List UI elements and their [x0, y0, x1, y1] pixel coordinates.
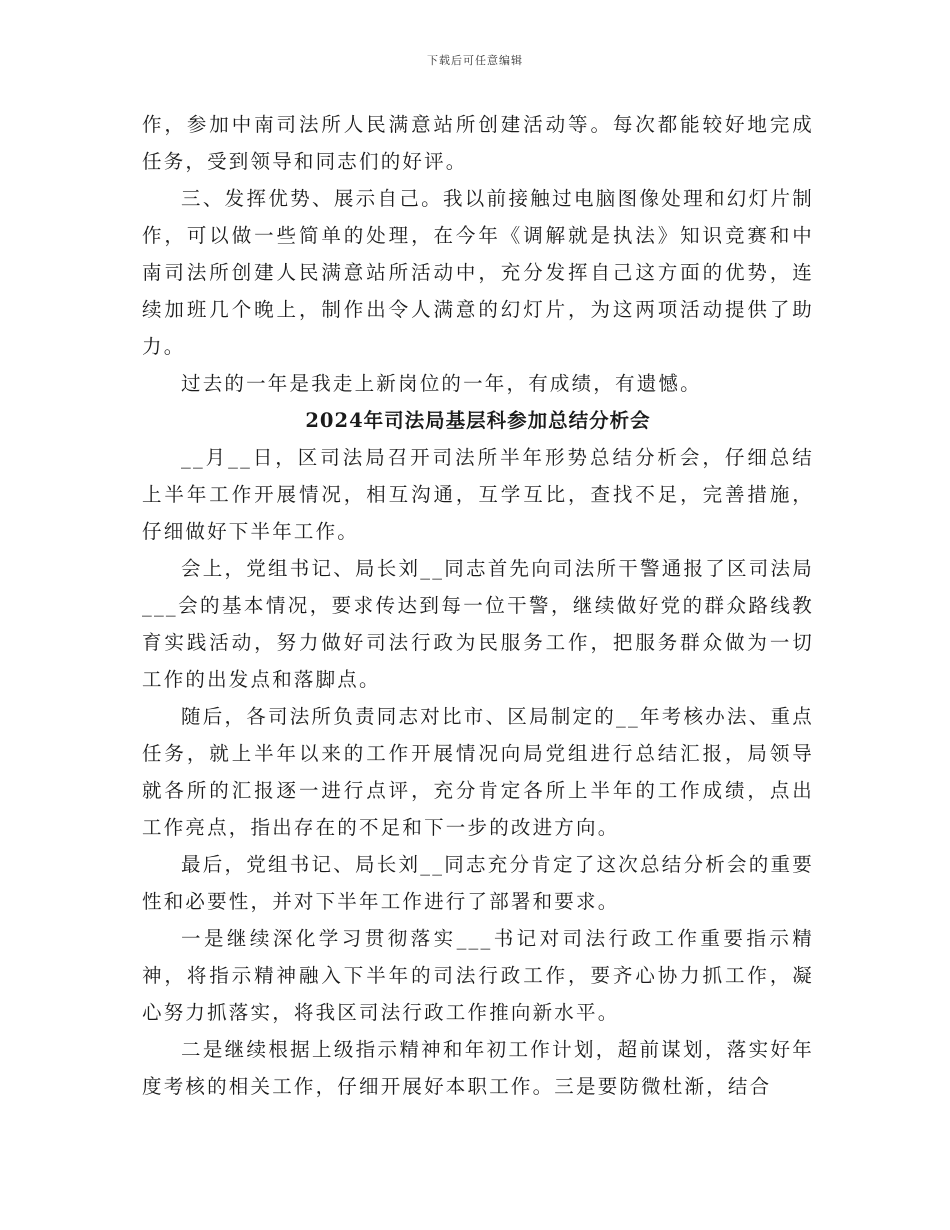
- paragraph: __月__日，区司法局召开司法所半年形势总结分析会，仔细总结上半年工作开展情况，相互沟通，互学互比，查找不足，完善措施，仔细做好下半年工作。: [142, 446, 814, 543]
- paragraph: 最后，党组书记、局长刘__同志充分肯定了这次总结分析会的重要性和必要性，并对下半年工作进行了部署和要求。: [142, 853, 814, 913]
- paragraph: 过去的一年是我走上新岗位的一年，有成绩，有遗憾。: [181, 372, 702, 395]
- paragraph: 一是继续深化学习贯彻落实___书记对司法行政工作重要指示精神，将指示精神融入下半年的司法行政工作，要齐心协力抓工作，凝心努力抓落实，将我区司法行政工作推向新水平。: [142, 927, 814, 1024]
- paragraph: 三、发挥优势、展示自己。我以前接触过电脑图像处理和幻灯片制作，可以做一些简单的处理，在今年《调解就是执法》知识竞赛和中南司法所创建人民满意站所活动中，充分发挥自己这方面的优势，连续加班几个晚上，制作出令人满意的幻灯片，为这两项活动提供了助力。: [142, 187, 814, 358]
- header-note: 下载后可任意编辑: [427, 54, 523, 67]
- paragraph: 会上，党组书记、局长刘__同志首先向司法所干警通报了区司法局___会的基本情况，要求传达到每一位干警，继续做好党的群众路线教育实践活动，努力做好司法行政为民服务工作，把服务群众做为一切工作的出发点和落脚点。: [142, 557, 814, 691]
- paragraph-continuation: 作，参加中南司法所人民满意站所创建活动等。每次都能较好地完成任务，受到领导和同志们的好评。: [142, 113, 814, 173]
- paragraph: 随后，各司法所负责同志对比市、区局制定的__年考核办法、重点任务，就上半年以来的工作开展情况向局党组进行总结汇报，局领导就各所的汇报逐一进行点评，充分肯定各所上半年的工作成绩，点出工作亮点，指出存在的不足和下一步的改进方向。: [142, 705, 814, 839]
- paragraph: 二是继续根据上级指示精神和年初工作计划，超前谋划，落实好年度考核的相关工作，仔细开展好本职工作。三是要防微杜渐，结合: [142, 1038, 814, 1098]
- section-title: 2024年司法局基层科参加总结分析会: [305, 409, 651, 432]
- document-body: [142, 106, 814, 1105]
